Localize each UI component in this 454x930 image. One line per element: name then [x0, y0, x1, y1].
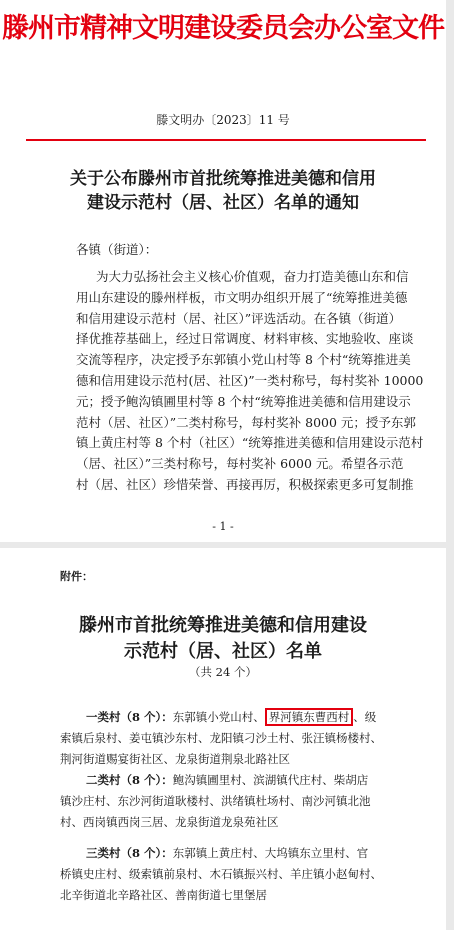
attachment-label: 附件： — [60, 570, 93, 583]
list-title-line-1: 滕州市首批统筹推进美德和信用建设 — [79, 615, 367, 636]
list-title-line-2: 示范村（居、社区）名单 — [124, 641, 322, 662]
salutation: 各镇（街道）： — [76, 242, 158, 257]
body-line: 村（居、社区）珍惜荣誉、再接再厉，积极探索更多可复制推 — [76, 477, 414, 492]
body-line: 元；授予鲍沟镇圃里村等 8 个村“统筹推进美德和信用建设示 — [76, 393, 411, 409]
category-2-line-1 — [86, 770, 416, 791]
category-1-line-3: 荆河街道赐宴街社区、龙泉街道荆泉北路社区 — [60, 752, 290, 766]
category-3-text: 东郭镇上黄庄村、大坞镇东立里村、官 — [172, 846, 369, 860]
body-line: 范村（居、社区）”二类村称号，每村奖补 8000 元；授予东郭 — [76, 414, 416, 430]
category-1-label: 一类村（8 个）： — [86, 710, 173, 724]
body-line: 用山东建设的滕州样板，市文明办组织开展了“统筹推进美德 — [76, 289, 408, 305]
document-page-2 — [0, 548, 446, 930]
page-number: - 1 - — [212, 520, 234, 533]
body-line: （居、社区）”三类村称号，每村奖补 6000 元。希望各示范 — [76, 456, 404, 472]
category-2-text: 鲍沟镇圃里村、滨湖镇代庄村、柴胡店 — [172, 773, 369, 787]
notice-title-line-1: 关于公布滕州市首批统筹推进美德和信用 — [70, 169, 376, 189]
header-divider — [26, 139, 426, 141]
total-count: （共 24 个） — [189, 665, 257, 679]
category-1-text-post: 、级 — [353, 710, 377, 724]
category-1-text: 东郭镇小党山村、 — [172, 710, 265, 724]
category-1-line-2: 索镇后泉村、姜屯镇沙东村、龙阳镇刁沙土村、张汪镇杨楼村、 — [60, 731, 382, 745]
body-line: 择优推荐基础上，经过日常调度、材料审核、实地验收、座谈 — [76, 331, 414, 347]
red-header-title: 滕州市精神文明建设委员会办公室文件 — [2, 13, 444, 44]
category-2-line-2: 镇沙庄村、东沙河街道耿楼村、洪绪镇杜场村、南沙河镇北池 — [60, 794, 371, 808]
highlighted-village: 界河镇东曹西村 — [265, 708, 354, 726]
category-3-line-3: 北辛街道北辛路社区、善南街道七里堡居 — [60, 888, 267, 902]
body-line: 交流等程序，决定授予东郭镇小党山村等 8 个村“统筹推进美 — [76, 352, 411, 368]
category-1-line-1 — [86, 707, 416, 728]
document-number: 滕文明办〔2023〕11 号 — [156, 113, 290, 127]
body-line: 为大力弘扬社会主义核心价值观，奋力打造美德山东和信 — [96, 269, 409, 284]
category-3-line-2: 桥镇史庄村、级索镇前泉村、木石镇振兴村、羊庄镇小赵甸村、 — [60, 867, 382, 881]
category-2-line-3: 村、西岗镇西岗三居、龙泉街道龙泉苑社区 — [60, 815, 279, 829]
category-3-line-1 — [86, 843, 416, 864]
category-2-label: 二类村（8 个）： — [86, 773, 173, 787]
body-line: 镇上黄庄村等 8 个村（社区）“统筹推进美德和信用建设示范村 — [76, 435, 424, 451]
body-line: 德和信用建设示范村(居、社区)”一类村称号，每村奖补 10000 — [76, 373, 424, 388]
notice-title-line-2: 建设示范村（居、社区）名单的通知 — [87, 193, 359, 213]
category-3-label: 三类村（8 个）： — [86, 846, 173, 860]
body-line: 和信用建设示范村（居、社区）”评选活动。在各镇（街道） — [76, 310, 402, 326]
